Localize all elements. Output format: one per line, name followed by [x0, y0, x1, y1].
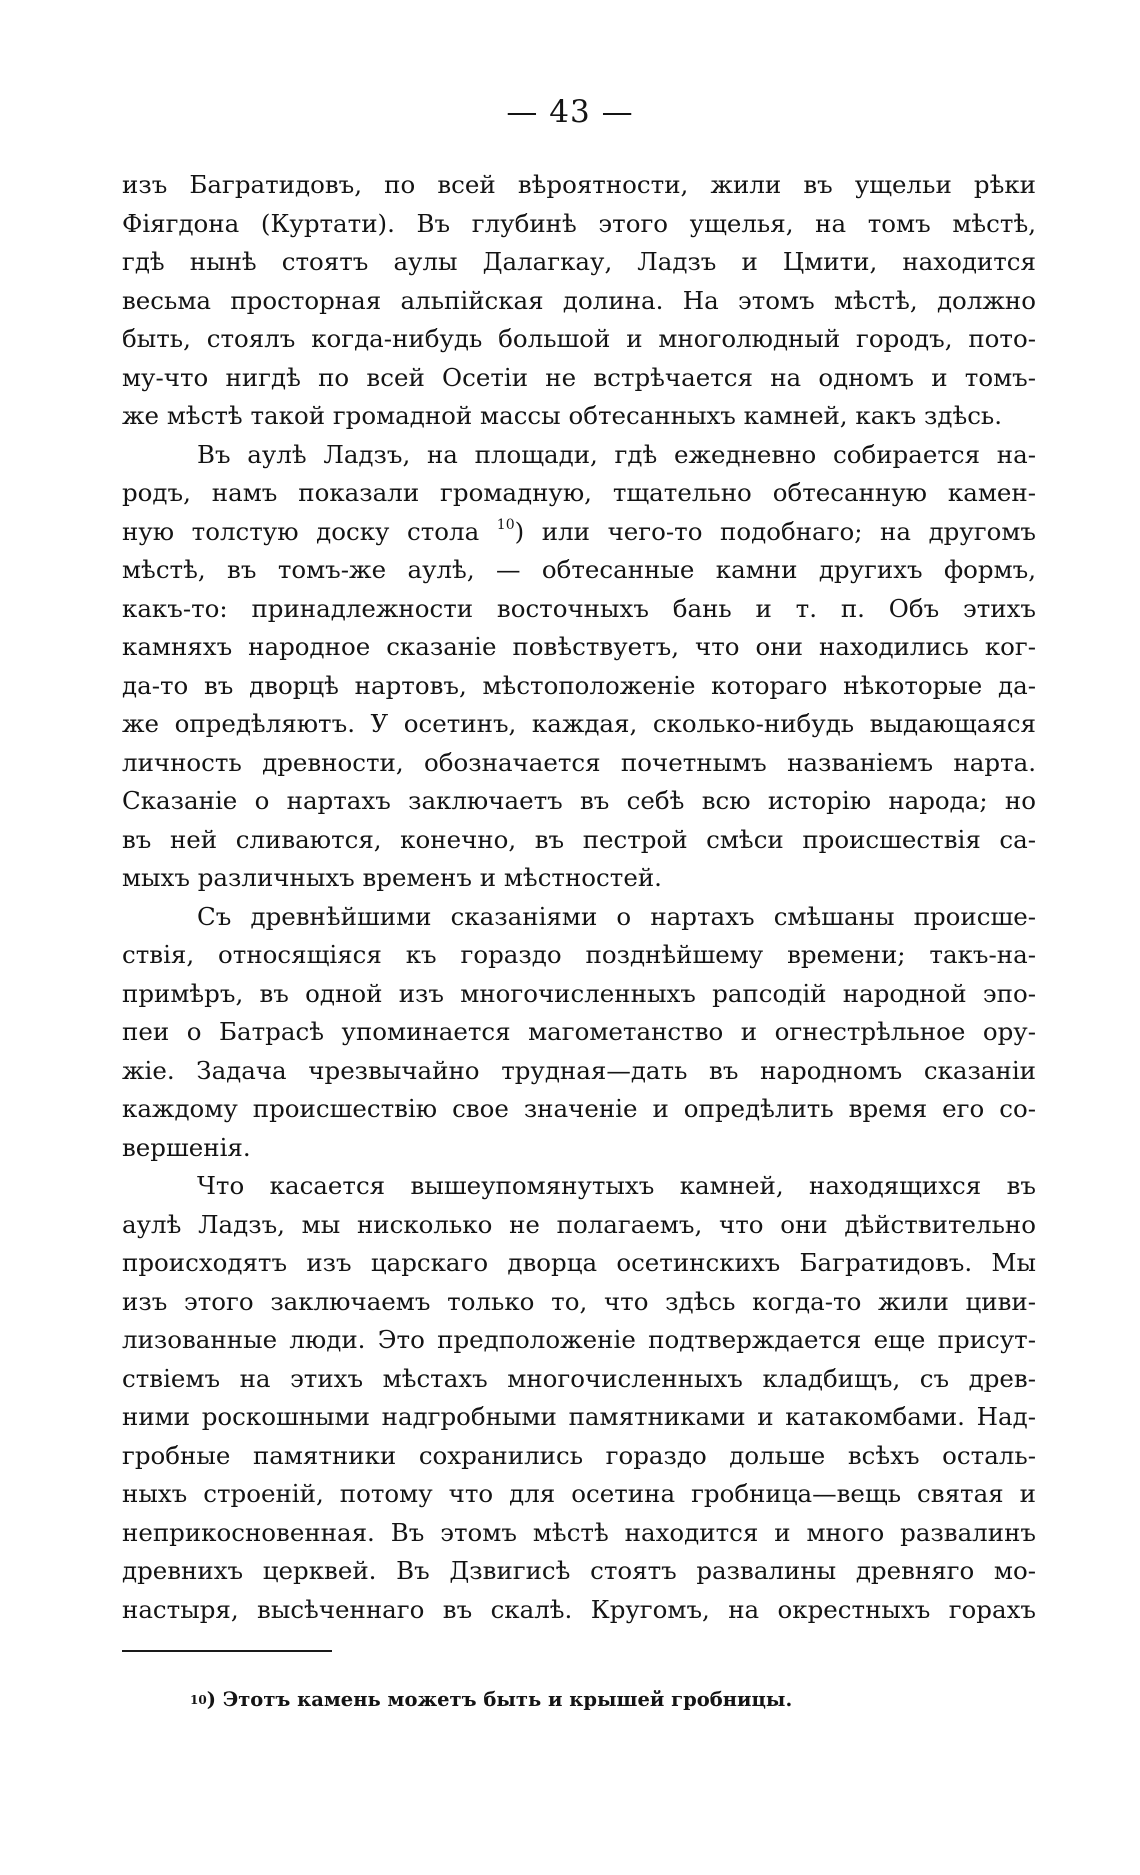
text-line: ныхъ строеній, потому что для осетина гробница—вещь святая и	[122, 1479, 1036, 1508]
paragraph-3	[122, 898, 1036, 1168]
text-line: Фіягдона (Куртати). Въ глубинѣ этого ущелья, на томъ мѣстѣ,	[122, 208, 1036, 238]
text-line: му-что нигдѣ по всей Осетіи не встрѣчается на одномъ и томъ-	[122, 362, 1036, 392]
text-line: гробные памятники сохранились гораздо дольше всѣхъ осталь-	[122, 1440, 1036, 1470]
text-line: личность древности, обозначается почетнымъ названіемъ нарта.	[122, 747, 1036, 777]
footnote-divider	[122, 1650, 332, 1652]
text-line: происходятъ изъ царскаго дворца осетинскихъ Багратидовъ. Мы	[122, 1248, 1036, 1277]
text-line: примѣръ, въ одной изъ многочисленныхъ рапсодій народной эпо-	[122, 978, 1036, 1008]
text-line: родъ, намъ показали громадную, тщательно обтесанную камен-	[122, 478, 1036, 507]
text-line: изъ этого заключаемъ только то, что здѣсь когда-то жили циви-	[122, 1286, 1036, 1316]
text-fragment: ную толстую доску стола	[122, 516, 480, 546]
text-line-with-footnote	[122, 513, 1036, 552]
text-line: быть, стоялъ когда-нибудь большой и многолюдный городъ, пото-	[122, 324, 1036, 353]
paragraph-4	[122, 1167, 1036, 1629]
text-line: въ ней сливаются, конечно, въ пестрой смѣси происшествія са-	[122, 824, 1036, 854]
text-line: лизованные люди. Это предположеніе подтверждается еще присут-	[122, 1325, 1036, 1354]
text-line: ствіемъ на этихъ мѣстахъ многочисленныхъ кладбищъ, съ древ-	[122, 1363, 1036, 1393]
body-text	[122, 166, 1036, 1629]
text-line: неприкосновенная. Въ этомъ мѣстѣ находится и много развалинъ	[122, 1517, 1036, 1547]
text-line: Сказаніе о нартахъ заключаетъ въ себѣ всю исторію народа; но	[122, 786, 1036, 815]
text-line: каждому происшествію свое значеніе и опредѣлить время его со-	[122, 1094, 1036, 1123]
footnote-text: ) Этотъ камень можетъ быть и крышей гробницы.	[206, 1688, 793, 1711]
text-line: мѣстѣ, въ томъ-же аулѣ, — обтесанные камни другихъ формъ,	[122, 555, 1036, 584]
text-line: да-то въ дворцѣ нартовъ, мѣстоположеніе котораго нѣкоторые да-	[122, 670, 1036, 700]
text-line: настыря, высѣченнаго въ скалѣ. Кругомъ, на окрестныхъ горахъ	[122, 1594, 1036, 1624]
paragraph-1	[122, 166, 1036, 436]
text-line: весьма просторная альпійская долина. На этомъ мѣстѣ, должно	[122, 285, 1036, 315]
text-line: аулѣ Ладзъ, мы нисколько не полагаемъ, что они дѣйствительно	[122, 1209, 1036, 1239]
footnote	[190, 1686, 792, 1714]
text-line: мыхъ различныхъ временъ и мѣстностей.	[122, 863, 662, 892]
page-number: — 43 —	[506, 94, 634, 130]
text-line: Въ аулѣ Ладзъ, на площади, гдѣ ежедневно собирается на-	[197, 439, 1036, 469]
footnote-marker: 10	[496, 516, 515, 533]
text-line: камняхъ народное сказаніе повѣствуетъ, что они находились ког-	[122, 632, 1036, 661]
text-line: же мѣстѣ такой громадной массы обтесанныхъ камней, какъ здѣсь.	[122, 401, 1003, 430]
text-line: ствія, относящіяся къ гораздо позднѣйшему времени; такъ-на-	[122, 940, 1036, 969]
text-line: жіе. Задача чрезвычайно трудная—дать въ народномъ сказаніи	[122, 1055, 1036, 1085]
text-line: Съ древнѣйшими сказаніями о нартахъ смѣшаны происше-	[197, 901, 1036, 931]
text-fragment: ) или чего-то подобнаго; на другомъ	[514, 516, 1036, 546]
text-line: гдѣ нынѣ стоятъ аулы Далагкау, Ладзъ и Цмити, находится	[122, 247, 1036, 276]
text-line: Что касается вышеупомянутыхъ камней, находящихся въ	[197, 1171, 1036, 1200]
text-line: ними роскошными надгробными памятниками и катакомбами. Над-	[122, 1402, 1036, 1431]
text-line: какъ-то: принадлежности восточныхъ бань и т. п. Объ этихъ	[122, 593, 1036, 623]
footnote-number: 10	[190, 1693, 207, 1707]
text-line: вершенія.	[122, 1132, 251, 1162]
text-line: древнихъ церквей. Въ Дзвигисѣ стоятъ развалины древняго мо-	[122, 1556, 1036, 1585]
text-line: изъ Багратидовъ, по всей вѣроятности, жили въ ущельи рѣки	[122, 170, 1036, 199]
text-line: пеи о Батрасѣ упоминается магометанство и огнестрѣльное ору-	[122, 1017, 1036, 1046]
paragraph-2	[122, 436, 1036, 898]
text-line: же опредѣляютъ. У осетинъ, каждая, сколько-нибудь выдающаяся	[122, 709, 1036, 738]
